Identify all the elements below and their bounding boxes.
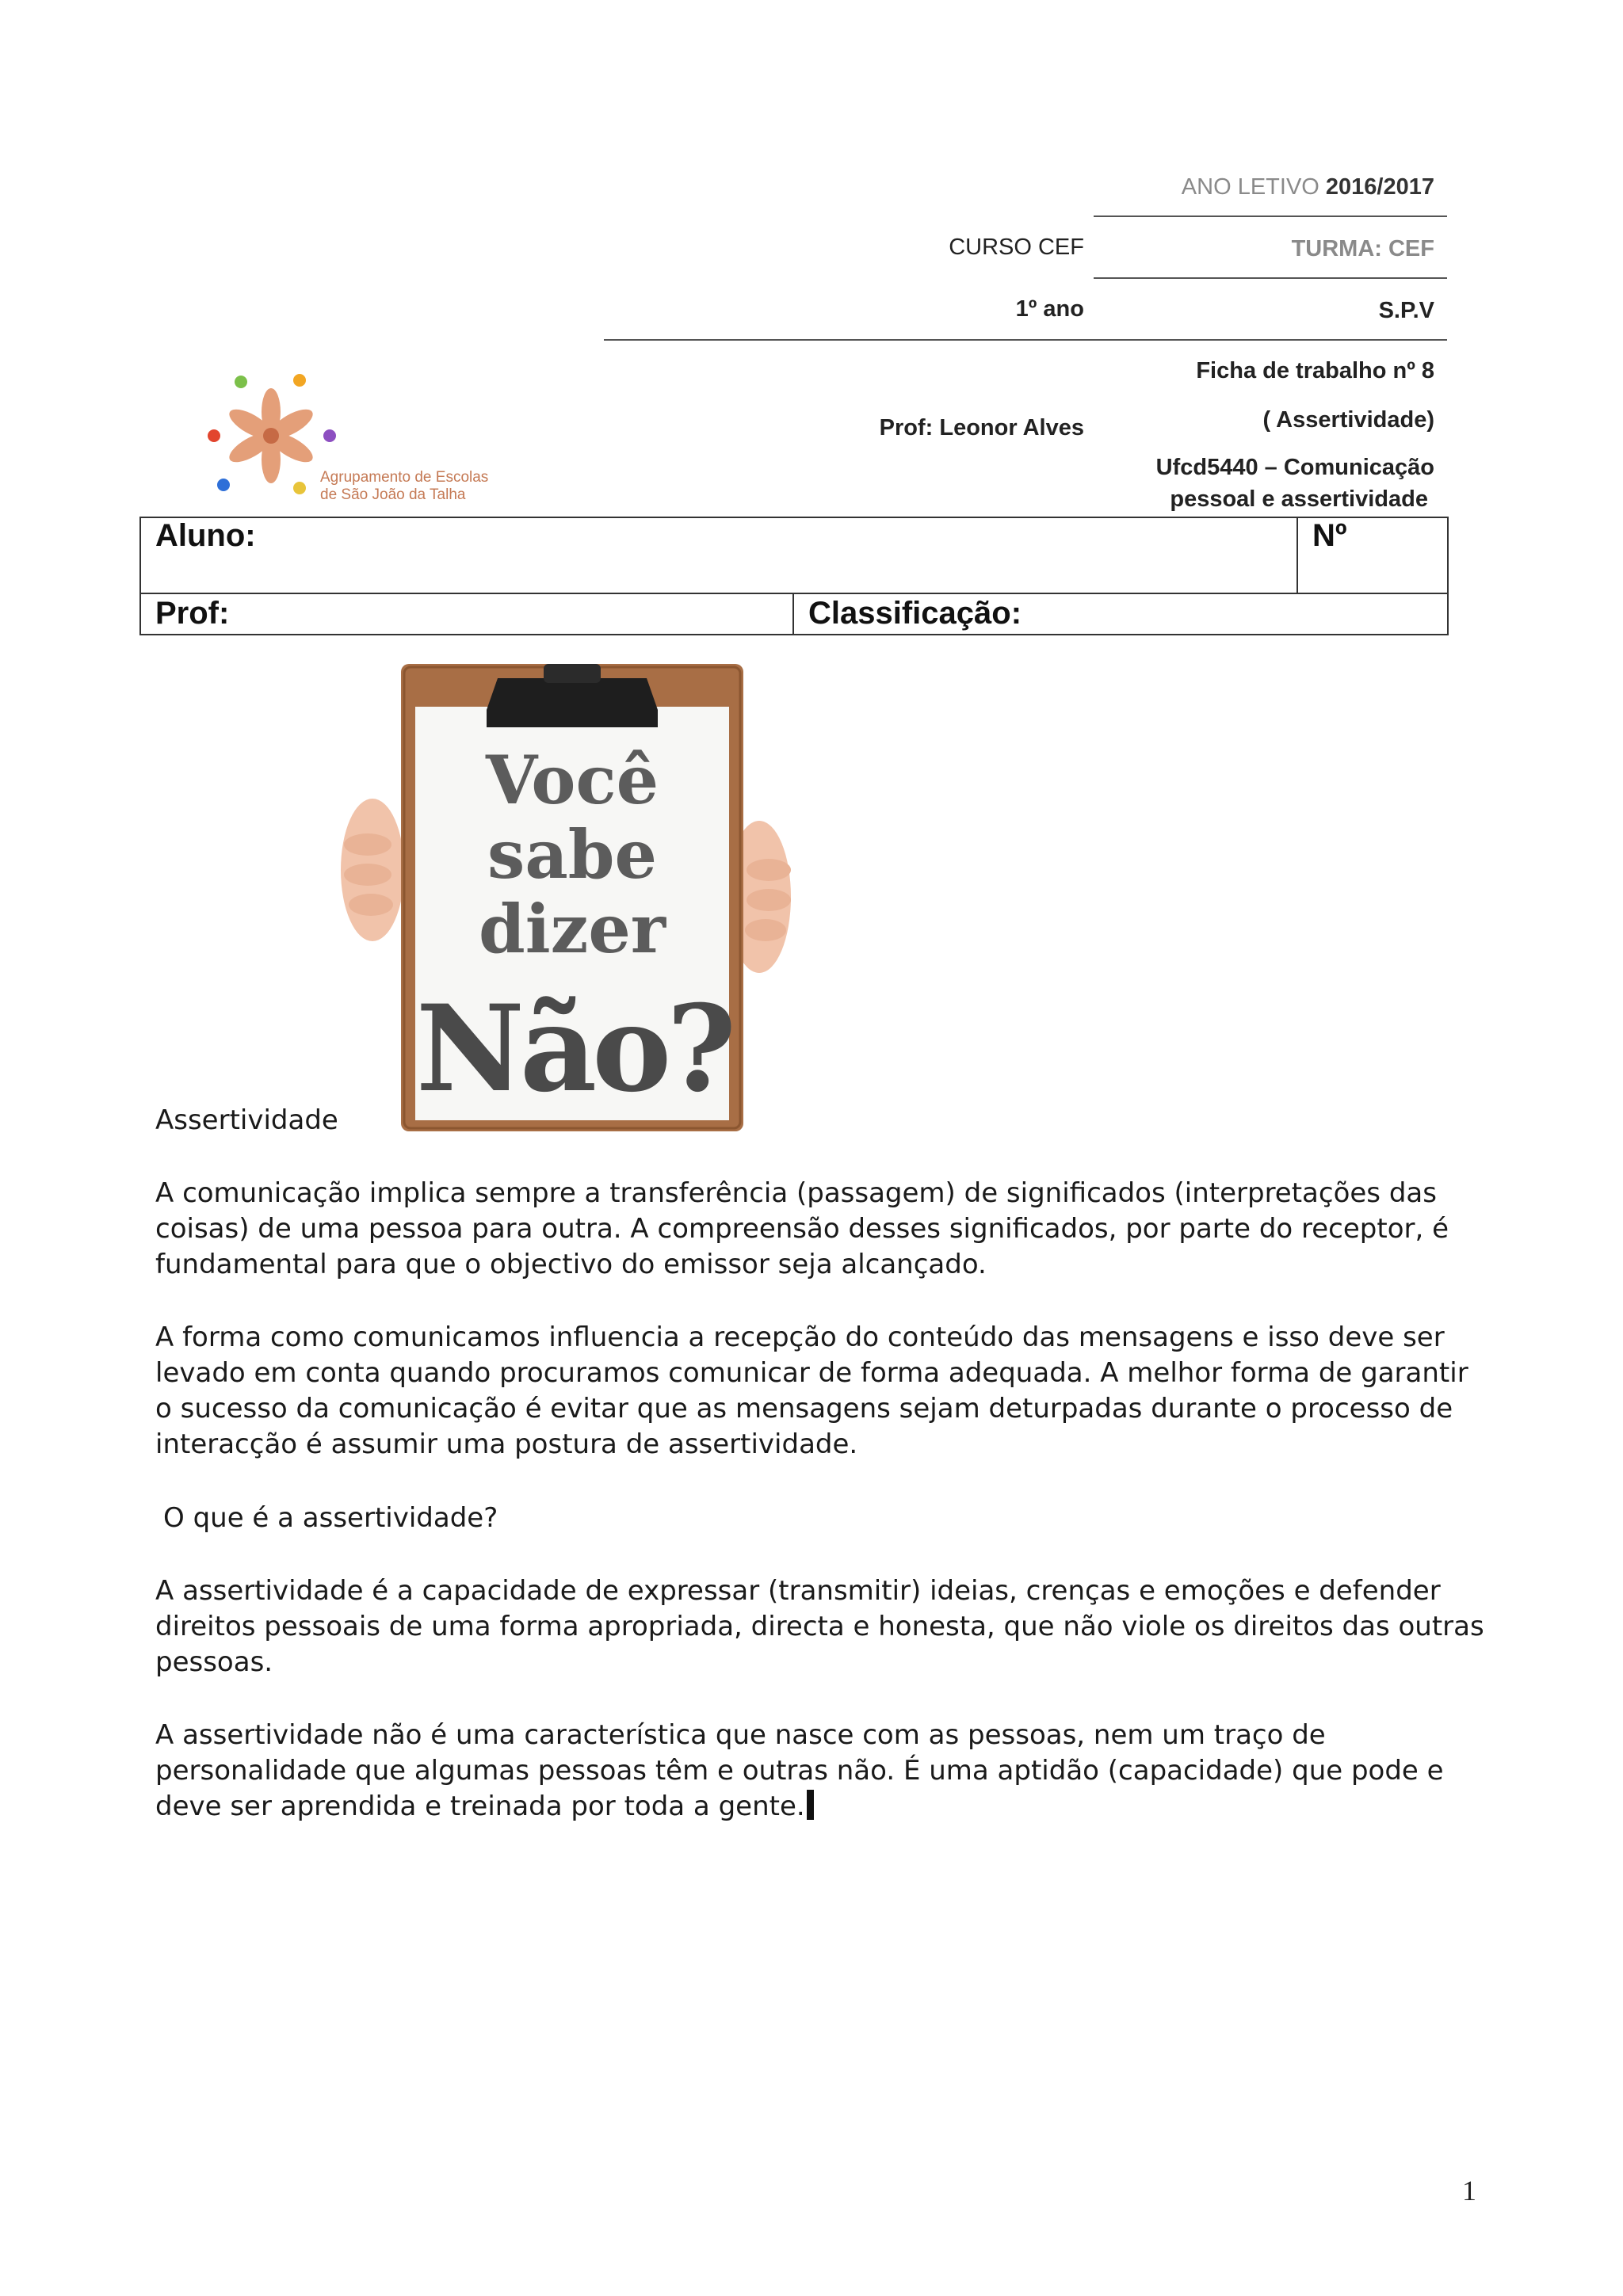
paragraph-3: A assertividade é a capacidade de expressar (transmitir) ideias, crenças e emoções e defender direitos pessoais de uma forma apropriada, directa e honesta, que não viole os direitos das outras pessoas. — [155, 1575, 1484, 1678]
clipboard-clip — [487, 678, 658, 727]
prof-label: Prof: — [155, 596, 230, 631]
header-divider-1 — [1094, 215, 1447, 217]
sign-line4: Não? — [415, 979, 732, 1119]
ano-letivo-value: 2016/2017 — [1325, 174, 1434, 200]
sign-line1: Você — [485, 741, 659, 819]
aluno-label: Aluno: — [155, 518, 256, 553]
ano-letivo — [1182, 174, 1434, 200]
prof-cell[interactable] — [139, 593, 794, 635]
logo-caption — [320, 469, 488, 504]
paragraph-4-text: A assertividade não é uma característica que nasce com as pessoas, nem um traço de personalidade que algumas pessoas têm e outras não. É uma aptidão (capacidade) que pode e deve ser aprendida e treinada por toda a gente. — [155, 1719, 1444, 1822]
curso-label: CURSO CEF — [949, 235, 1084, 260]
aluno-cell[interactable] — [139, 517, 1298, 594]
ano-label: 1º ano — [1015, 296, 1084, 322]
ufcd-line1: Ufcd5440 – Comunicação — [1155, 455, 1434, 480]
tema-label: ( Assertividade) — [1262, 407, 1434, 433]
page-number: 1 — [1462, 2175, 1476, 2206]
paragraph-1: A comunicação implica sempre a transferência (passagem) de significados (interpretações das coisas) de uma pessoa para outra. A compreensão desses significados, por parte do receptor, é fundamental para que o objectivo do emissor seja alcançado. — [155, 1177, 1449, 1280]
header-divider-3 — [604, 339, 1447, 341]
numero-label: Nº — [1312, 518, 1347, 553]
header-divider-2 — [1094, 277, 1447, 279]
prof-name: Prof: Leonor Alves — [879, 415, 1084, 441]
classificacao-label: Classificação: — [808, 596, 1022, 631]
text-cursor — [807, 1790, 814, 1820]
sign-line2: sabe — [487, 815, 657, 894]
logo-caption-line2: de São João da Talha — [320, 486, 466, 503]
paragraph-4 — [155, 1718, 1487, 1825]
logo-caption-line1: Agrupamento de Escolas — [320, 469, 489, 486]
sign-line3: dizer — [478, 890, 666, 968]
section-title: Assertividade — [155, 1104, 338, 1136]
ano-letivo-label: ANO LETIVO — [1181, 174, 1319, 200]
ufcd-line2: pessoal e assertividade — [1170, 486, 1428, 512]
paragraph-2: A forma como comunicamos influencia a recepção do conteúdo das mensagens e isso deve ser levado em conta quando procuramos comunicar de forma adequada. A melhor forma de garantir o sucesso da comunicação é evitar que as mensagens sejam deturpadas durante o processo de interacção é assumir uma postura de assertividade. — [155, 1322, 1468, 1460]
spv-label: S.P.V — [1378, 298, 1434, 323]
clipboard-image — [331, 662, 807, 1138]
question-heading: O que é a assertividade? — [163, 1502, 498, 1534]
turma-label: TURMA: CEF — [1291, 236, 1434, 261]
ficha-label: Ficha de trabalho nº 8 — [1196, 358, 1434, 383]
